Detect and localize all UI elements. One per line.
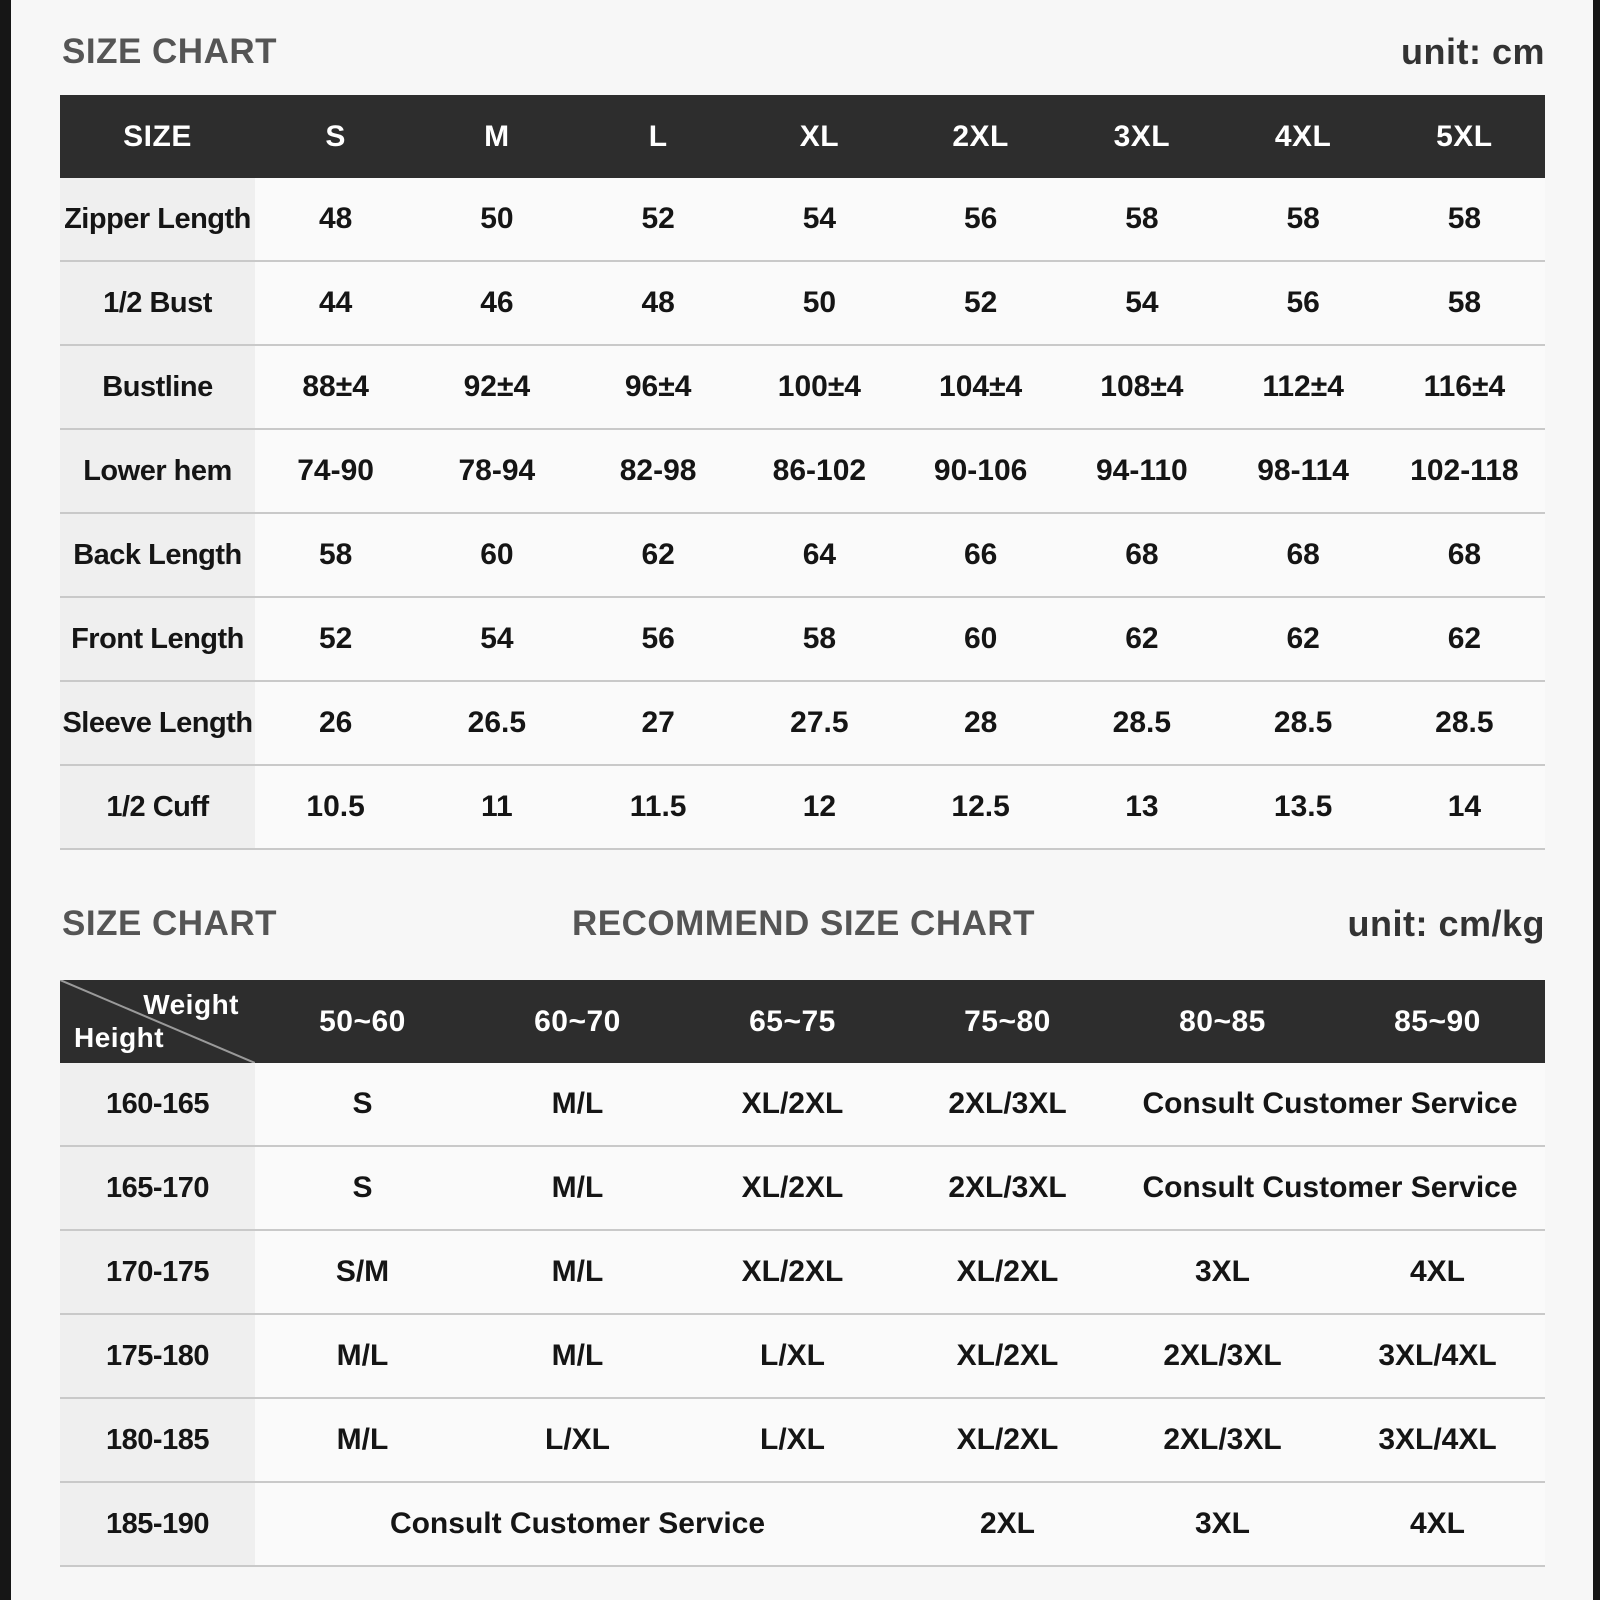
value-cell: 112±4: [1223, 345, 1384, 429]
value-cell: 28.5: [1223, 681, 1384, 765]
size-chart-title: SIZE CHART: [62, 32, 277, 71]
value-cell: 58: [1384, 261, 1545, 345]
size-chart-unit-label: unit: cm: [1401, 31, 1545, 72]
recommend-cell: 3XL: [1115, 1482, 1330, 1566]
recommend-cell: M/L: [470, 1230, 685, 1314]
recommend-cell: M/L: [470, 1063, 685, 1146]
recommend-cell: M/L: [255, 1314, 470, 1398]
value-cell: 27: [578, 681, 739, 765]
value-cell: 60: [416, 513, 577, 597]
weight-height-corner-cell: [60, 980, 255, 1063]
size-col-2xl: 2XL: [900, 95, 1061, 178]
recommend-chart-unit-label: unit: cm/kg: [1347, 903, 1545, 944]
weight-col: 50~60: [255, 980, 470, 1063]
table-row: [60, 597, 1545, 681]
height-range-cell: 170-175: [60, 1230, 255, 1314]
value-cell: 96±4: [578, 345, 739, 429]
value-cell: 11.5: [578, 765, 739, 849]
weight-col: 75~80: [900, 980, 1115, 1063]
recommend-cell: M/L: [470, 1314, 685, 1398]
size-col-xl: XL: [739, 95, 900, 178]
table-row: [60, 1482, 1545, 1566]
value-cell: 88±4: [255, 345, 416, 429]
value-cell: 56: [578, 597, 739, 681]
value-cell: 58: [1223, 178, 1384, 261]
size-col-3xl: 3XL: [1061, 95, 1222, 178]
value-cell: 66: [900, 513, 1061, 597]
value-cell: 82-98: [578, 429, 739, 513]
value-cell: 68: [1061, 513, 1222, 597]
value-cell: 27.5: [739, 681, 900, 765]
value-cell: 108±4: [1061, 345, 1222, 429]
value-cell: 86-102: [739, 429, 900, 513]
value-cell: 52: [578, 178, 739, 261]
table-row: [60, 345, 1545, 429]
value-cell: 62: [1223, 597, 1384, 681]
value-cell: 13: [1061, 765, 1222, 849]
recommend-cell: Consult Customer Service: [255, 1482, 900, 1566]
recommend-cell: M/L: [470, 1146, 685, 1230]
row-label-cell: 1/2 Cuff: [60, 765, 255, 849]
value-cell: 28.5: [1384, 681, 1545, 765]
value-cell: 98-114: [1223, 429, 1384, 513]
value-cell: 56: [900, 178, 1061, 261]
recommend-cell: XL/2XL: [685, 1146, 900, 1230]
value-cell: 60: [900, 597, 1061, 681]
value-cell: 62: [1061, 597, 1222, 681]
recommend-chart-titlebar: [62, 900, 1545, 948]
value-cell: 92±4: [416, 345, 577, 429]
recommend-cell: 4XL: [1330, 1482, 1545, 1566]
value-cell: 11: [416, 765, 577, 849]
value-cell: 54: [416, 597, 577, 681]
value-cell: 74-90: [255, 429, 416, 513]
recommend-cell: XL/2XL: [685, 1230, 900, 1314]
height-range-cell: 165-170: [60, 1146, 255, 1230]
size-header-cell: SIZE: [60, 95, 255, 178]
recommend-cell: 3XL: [1115, 1230, 1330, 1314]
value-cell: 68: [1384, 513, 1545, 597]
value-cell: 48: [255, 178, 416, 261]
height-range-cell: 175-180: [60, 1314, 255, 1398]
row-label-cell: Bustline: [60, 345, 255, 429]
value-cell: 64: [739, 513, 900, 597]
recommend-cell: XL/2XL: [900, 1398, 1115, 1482]
size-col-l: L: [578, 95, 739, 178]
row-label-cell: Sleeve Length: [60, 681, 255, 765]
value-cell: 62: [578, 513, 739, 597]
value-cell: 10.5: [255, 765, 416, 849]
table-row: [60, 513, 1545, 597]
table-row: [60, 681, 1545, 765]
recommend-chart-title: RECOMMEND SIZE CHART: [571, 904, 1036, 943]
value-cell: 78-94: [416, 429, 577, 513]
recommend-cell: L/XL: [685, 1314, 900, 1398]
recommend-cell: L/XL: [685, 1398, 900, 1482]
value-cell: 28: [900, 681, 1061, 765]
recommend-cell: 2XL/3XL: [1115, 1398, 1330, 1482]
value-cell: 44: [255, 261, 416, 345]
recommend-cell: S/M: [255, 1230, 470, 1314]
frame-left-border: [0, 0, 11, 1600]
recommend-cell: S: [255, 1063, 470, 1146]
value-cell: 54: [739, 178, 900, 261]
recommend-cell: L/XL: [470, 1398, 685, 1482]
recommend-size-table: [60, 980, 1545, 1567]
size-col-s: S: [255, 95, 416, 178]
value-cell: 12: [739, 765, 900, 849]
size-chart-titlebar: [62, 28, 1545, 76]
recommend-header-row: [60, 980, 1545, 1063]
recommend-cell: M/L: [255, 1398, 470, 1482]
size-measurements-table: [60, 95, 1545, 850]
value-cell: 94-110: [1061, 429, 1222, 513]
table-row: [60, 429, 1545, 513]
recommend-cell: XL/2XL: [900, 1314, 1115, 1398]
value-cell: 58: [739, 597, 900, 681]
value-cell: 12.5: [900, 765, 1061, 849]
weight-col: 60~70: [470, 980, 685, 1063]
table-row: [60, 261, 1545, 345]
weight-col: 80~85: [1115, 980, 1330, 1063]
value-cell: 62: [1384, 597, 1545, 681]
value-cell: 13.5: [1223, 765, 1384, 849]
recommend-cell: 3XL/4XL: [1330, 1398, 1545, 1482]
value-cell: 54: [1061, 261, 1222, 345]
row-label-cell: 1/2 Bust: [60, 261, 255, 345]
recommend-cell: XL/2XL: [900, 1230, 1115, 1314]
recommend-chart-left-title: SIZE CHART: [62, 904, 277, 943]
corner-height-label: Height: [74, 1022, 165, 1053]
recommend-cell: XL/2XL: [685, 1063, 900, 1146]
recommend-cell: S: [255, 1146, 470, 1230]
recommend-cell: 3XL/4XL: [1330, 1314, 1545, 1398]
size-header-row: [60, 95, 1545, 178]
value-cell: 26: [255, 681, 416, 765]
row-label-cell: Lower hem: [60, 429, 255, 513]
value-cell: 50: [739, 261, 900, 345]
value-cell: 58: [1384, 178, 1545, 261]
recommend-cell: Consult Customer Service: [1115, 1146, 1545, 1230]
value-cell: 116±4: [1384, 345, 1545, 429]
value-cell: 50: [416, 178, 577, 261]
value-cell: 100±4: [739, 345, 900, 429]
recommend-cell: 2XL: [900, 1482, 1115, 1566]
table-row: [60, 765, 1545, 849]
value-cell: 104±4: [900, 345, 1061, 429]
value-cell: 46: [416, 261, 577, 345]
size-col-5xl: 5XL: [1384, 95, 1545, 178]
value-cell: 102-118: [1384, 429, 1545, 513]
value-cell: 56: [1223, 261, 1384, 345]
value-cell: 58: [1061, 178, 1222, 261]
table-row: [60, 1146, 1545, 1230]
value-cell: 28.5: [1061, 681, 1222, 765]
row-label-cell: Zipper Length: [60, 178, 255, 261]
height-range-cell: 185-190: [60, 1482, 255, 1566]
weight-col: 65~75: [685, 980, 900, 1063]
table-row: [60, 1063, 1545, 1146]
value-cell: 58: [255, 513, 416, 597]
recommend-cell: 4XL: [1330, 1230, 1545, 1314]
row-label-cell: Front Length: [60, 597, 255, 681]
row-label-cell: Back Length: [60, 513, 255, 597]
recommend-cell: 2XL/3XL: [900, 1146, 1115, 1230]
recommend-cell: 2XL/3XL: [1115, 1314, 1330, 1398]
table-row: [60, 178, 1545, 261]
frame-right-border: [1593, 0, 1600, 1600]
value-cell: 52: [255, 597, 416, 681]
table-row: [60, 1314, 1545, 1398]
table-row: [60, 1230, 1545, 1314]
value-cell: 48: [578, 261, 739, 345]
recommend-cell: 2XL/3XL: [900, 1063, 1115, 1146]
weight-col: 85~90: [1330, 980, 1545, 1063]
value-cell: 14: [1384, 765, 1545, 849]
value-cell: 52: [900, 261, 1061, 345]
size-col-m: M: [416, 95, 577, 178]
recommend-cell: Consult Customer Service: [1115, 1063, 1545, 1146]
value-cell: 90-106: [900, 429, 1061, 513]
height-range-cell: 180-185: [60, 1398, 255, 1482]
size-col-4xl: 4XL: [1223, 95, 1384, 178]
height-range-cell: 160-165: [60, 1063, 255, 1146]
value-cell: 68: [1223, 513, 1384, 597]
corner-weight-label: Weight: [143, 989, 239, 1020]
table-row: [60, 1398, 1545, 1482]
value-cell: 26.5: [416, 681, 577, 765]
